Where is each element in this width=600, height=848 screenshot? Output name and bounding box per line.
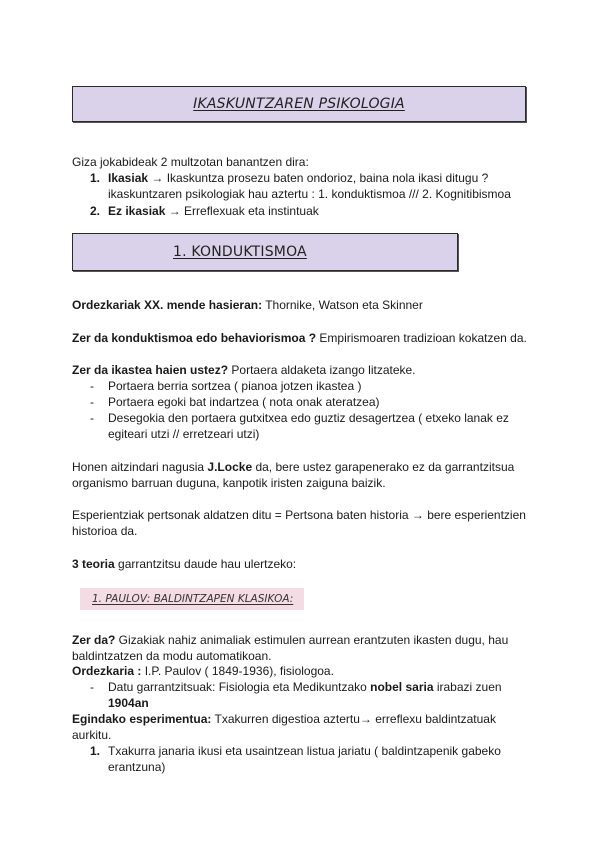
intro-item-2-text: → Erreflexuak eta instintuak (165, 204, 319, 218)
experiment-item-1 (90, 743, 534, 775)
section-title: 1. KONDUKTISMOA (173, 244, 307, 260)
what-is-text: Empirismoaren tradizioan kokatzen da. (316, 331, 527, 345)
list-marker: - (90, 395, 94, 409)
experiment-text: Txakurren digestioa aztertu→ erreflexu baldintzatuak aurkitu. (72, 712, 496, 742)
data-item-pre: Datu garrantzitsuak: Fisiologia eta Medikuntzako (108, 680, 371, 694)
representatives-label: Ordezkariak XX. mende hasieran: (72, 298, 263, 312)
pavlov-data-item (90, 679, 534, 711)
experiment-label: Egindako esperimentua: (72, 712, 212, 726)
document-title-box (72, 86, 526, 122)
section-title-box (72, 233, 458, 271)
subsection-title-box (80, 588, 304, 610)
learning-item-text: Portaera egoki bat indartzea ( nota onak ateratzea) (108, 395, 380, 409)
locke-name: J.Locke (207, 460, 253, 474)
pavlov-experiment (72, 711, 534, 743)
pavlov-representative-label: Ordezkaria : (72, 664, 142, 678)
intro-item-1 (90, 170, 534, 202)
nobel-prize: nobel saria (370, 680, 434, 694)
representatives-line (72, 297, 532, 313)
learning-line (72, 362, 532, 378)
subsection-title: 1. PAULOV: BALDINTZAPEN KLASIKOA: (92, 593, 294, 605)
list-marker: 1. (90, 744, 101, 758)
learning-item-text: Portaera berria sortzea ( pianoa jotzen ikastea ) (108, 379, 362, 393)
intro-text: Giza jokabideak 2 multzotan banantzen dira: (72, 155, 309, 169)
theories-line (72, 556, 532, 572)
list-marker: - (90, 411, 94, 425)
learning-item-text: Desegokia den portaera gutxitxea edo guztiz desagertzea ( etxeko lanak ez egiteari utzi // erretzeari utzi) (108, 411, 509, 441)
representatives-text: Thornike, Watson eta Skinner (262, 298, 423, 312)
learning-text: Portaera aldaketa izango litzateke. (228, 363, 416, 377)
what-is-label: Zer da konduktismoa edo behaviorismoa ? (72, 331, 317, 345)
what-is-paragraph (72, 330, 534, 346)
term-ez-ikasiak: Ez ikasiak (108, 204, 166, 218)
pavlov-what-is-label: Zer da? (72, 633, 116, 647)
pavlov-what-is-text: Gizakiak nahiz animaliak estimulen aurrean erantzuten ikasten dugu, hau baldintzatzen da modu automatikoan. (72, 633, 509, 663)
learning-label: Zer da ikastea haien ustez? (72, 363, 229, 377)
list-marker: 1. (90, 171, 101, 185)
theories-label: 3 teoria (72, 557, 115, 571)
nobel-year: 1904an (108, 696, 149, 710)
data-item-mid: irabazi zuen (433, 680, 502, 694)
pavlov-representative (72, 663, 532, 679)
term-ikasiak: Ikasiak (108, 171, 149, 185)
list-marker: - (90, 680, 94, 694)
learning-item-3 (90, 410, 534, 442)
theories-text: garrantzitsu daude hau ulertzeko: (114, 557, 297, 571)
list-marker: 2. (90, 204, 101, 218)
document-title: IKASKUNTZAREN PSIKOLOGIA (193, 96, 405, 112)
intro-item-1-text: → Ikaskuntza prosezu baten ondorioz, baina nola ikasi ditugu ? ikaskuntzaren psikologiak hau aztertu : 1. konduktismoa /// 2. Kognitibismoa (108, 171, 511, 201)
locke-pre: Honen aitzindari nagusia (72, 460, 208, 474)
experiences-paragraph: Esperientziak pertsonak aldatzen ditu = Pertsona baten historia → bere esperientzien historioa da. (72, 508, 526, 538)
pavlov-representative-text: I.P. Paulov ( 1849-1936), fisiologoa. (141, 664, 334, 678)
pavlov-what-is (72, 632, 534, 664)
locke-paragraph (72, 459, 534, 491)
list-marker: - (90, 379, 94, 393)
experiment-item-text: Txakurra janaria ikusi eta usaintzean listua jariatu ( baldintzapenik gabeko erantzuna) (108, 744, 501, 774)
locke-text: da, bere ustez garapenerako ez da garrantzitsua organismo barruan duguna, kanpotik iristen zaiguna baizik. (72, 460, 515, 490)
